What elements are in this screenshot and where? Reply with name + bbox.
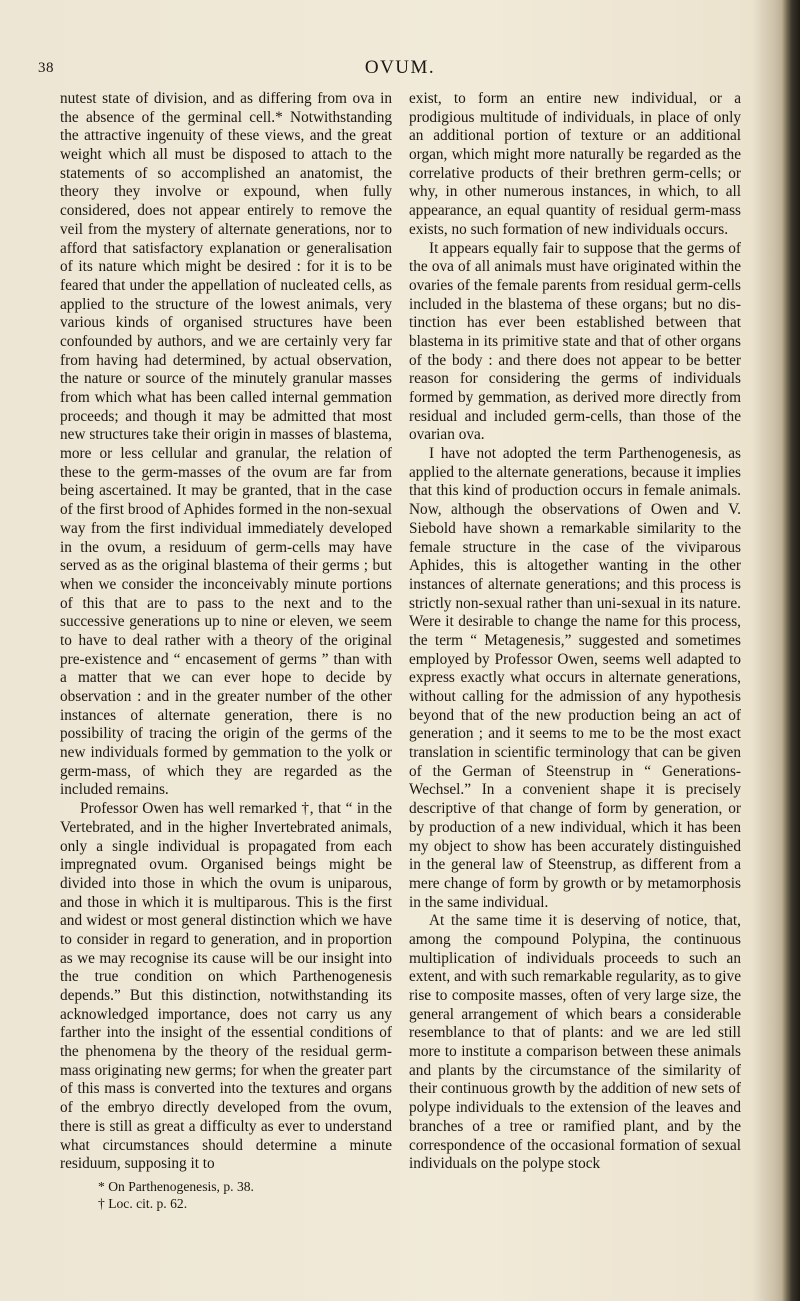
footnote: * On Parthenogenesis, p. 38. xyxy=(98,1178,254,1194)
page-number: 38 xyxy=(38,60,54,76)
left-column xyxy=(60,90,392,1212)
paragraph: It appears equally fair to suppose that the germs of the ova of all animals must have originated within the ovaries of the female parents from residual germ-cells included in the blastema of these organs; but no distinction has ever been established between that blastema in its primitive state and that of other organs of the body : and there does not appear to be better reason for considering the germs of individuals formed by gemmation, as derived more directly from residual and included germ-cells, than those of the ovarian ova. xyxy=(409,239,741,444)
footnote: † Loc. cit. p. 62. xyxy=(98,1195,188,1211)
running-title: OVUM. xyxy=(364,57,436,78)
paragraph: Professor Owen has well remarked †, that “ in the Vertebrated, and in the higher Invertebrated animals, only a single individual is propagated from each impregnated ovum. Organised beings might be divided into those in which the ovum is uniparous, and those in which it is multiparous. This is the first and widest or most general distinction which we have to consider in regard to generation, and in proportion as we may recognise its cause will be our insight into the true condition on which Parthenogenesis depends.” But this distinction, notwithstanding its acknowledged importance, does not carry us any farther into the insight of the essential conditions of the phenomena by the theory of the residual germ-mass originating new germs; for when the greater part of this mass is converted into the textures and organs of the embryo directly developed from the ovum, there is still as great a difficulty as ever to understand what circumstances should determine a minute residuum, supposing it to xyxy=(60,800,392,1173)
right-column xyxy=(409,90,741,1174)
paragraph: At the same time it is deserving of notice, that, among the compound Polypina, the continuous multiplication of individuals proceeds to such an extent, and with such remarkable regularity, as to give rise to composite masses, often of very large size, the general arrangement of which bears a considerable resemblance to that of plants: and we are led still more to institute a comparison between these animals and plants by the circumstance of the similarity of their continuous growth by the addition of new sets of polype individuals to the extension of the leaves and branches of a tree or ramified plant, and by the correspondence of the occasional formation of sexual individuals on the polype stock xyxy=(409,912,741,1173)
paragraph: nutest state of division, and as differing from ova in the absence of the germinal cell.* Notwithstanding the attractive ingenuity of these views, and the great weight which all must be disposed to attach to the statements of so accomplished an anatomist, the theory they involve or expound, when fully considered, does not appear entirely to remove the veil from the mystery of alternate generations, nor to afford that satisfactory explanation or generalisation of its nature which might be desired : for it is to be feared that under the appellation of nucleated cells, as applied to the structure of the lowest animals, very various kinds of organised structures have been confounded by authors, and we are certainly very far from having had determined, by actual observation, the nature or source of the minutely granular masses from which what has been called internal gemmation proceeds; and though it may be admitted that most new structures take their origin in masses of blastema, more or less cellular and granular, the relation of these to the germ-masses of the ovum are far from being ascertained. It may be granted, that in the case of the first brood of Aphides formed in the non-sexual way from the first individual immediately developed in the ovum, a residuum of germ-cells may have served as as the original blastema of their germs ; but when we consider the inconceivably minute portions of this that are to pass to the next and to the successive generations up to nine or eleven, we seem to have to deal rather with a theory of the original pre-existence and “ encasement of germs ” than with a matter that we can ever hope to decide by observation : and in the greater number of the other instances of alternate generation, there is no possibility of tracing the origin of the germs of the new individuals formed by gemmation to the yolk or germ-mass, of which they are regarded as the included remains. xyxy=(60,90,392,799)
page-edge-shadow xyxy=(782,0,800,1301)
footnotes xyxy=(60,1178,392,1212)
paragraph: exist, to form an entire new individual, or a prodigious multitude of individuals, in place of only an additional portion of texture or an additional organ, which might more naturally be regarded as the correlative products of their brethren germ-cells; or why, in other numerous instances, in which, to all appearance, an equal quantity of residual germ-mass exists, no such formation of new individuals occurs. xyxy=(409,90,741,238)
paragraph: I have not adopted the term Parthenogenesis, as applied to the alternate generations, because it implies that this kind of production occurs in female animals. Now, although the observations of Owen and V. Siebold have shown a remarkable similarity to the female structure in the case of the viviparous Aphides, this is altogether wanting in the other instances of alternate generations; and this process is strictly non-sexual rather than uni-sexual in its nature. Were it desirable to change the name for this process, the term “ Metagenesis,” suggested and sometimes employed by Professor Owen, seems well adapted to express exactly what occurs in alternate generations, without calling for the admission of any hypothesis beyond that of the new production being an act of generation ; and it seems to me to be the most exact translation in scientific terminology that can be given of the German of Steenstrup in “ Generations-Wechsel.” In a convenient shape it is precisely descriptive of that change of form by generation, or by production of a new individual, which it has been my object to show has been accurately distinguished in the general law of Steenstrup, as different from a mere change of form by growth or by metamorphosis in the same individual. xyxy=(409,445,741,911)
